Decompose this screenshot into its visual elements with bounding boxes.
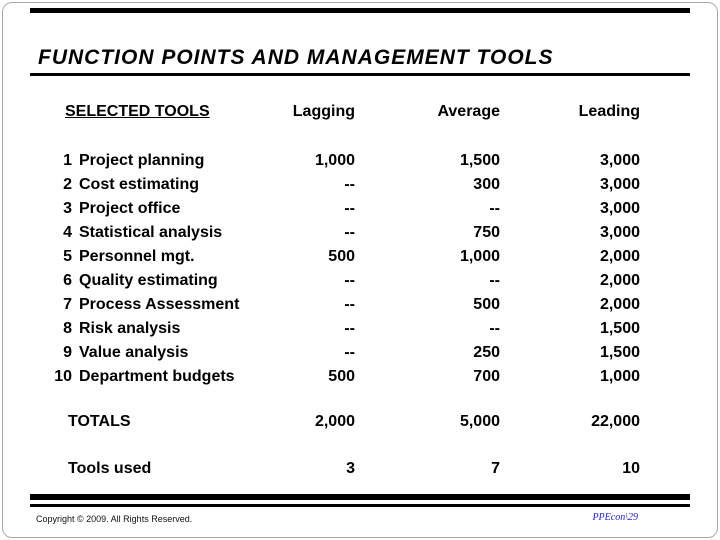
row-tool-name: Statistical analysis (79, 224, 223, 241)
table-row (50, 149, 640, 173)
row-tool-name: Cost estimating (79, 176, 200, 193)
row-leading-value: 1,000 (599, 368, 640, 385)
row-tool-name: Value analysis (79, 344, 189, 361)
table-row (50, 197, 640, 221)
column-header-leading: Leading (578, 103, 640, 120)
row-tool (50, 272, 290, 290)
row-tool (50, 344, 290, 362)
row-tool (50, 176, 290, 194)
totals-lagging-value: 2,000 (314, 413, 355, 430)
tools-used-leading-value: 10 (622, 460, 640, 477)
row-average-value: 750 (473, 224, 500, 241)
bottom-rule-thick (30, 494, 690, 500)
row-tool (50, 152, 290, 170)
table-row (50, 269, 640, 293)
row-leading-value: 1,500 (599, 320, 640, 337)
row-tool-name: Process Assessment (79, 296, 240, 313)
tools-used-average-value: 7 (491, 460, 500, 477)
row-tool (50, 200, 290, 218)
totals-label: TOTALS (68, 413, 131, 430)
row-lagging-value: -- (344, 224, 355, 241)
row-number: 8 (63, 320, 72, 337)
row-lagging-value: -- (344, 344, 355, 361)
row-tool (50, 296, 290, 314)
row-lagging-value: -- (344, 200, 355, 217)
row-leading-value: 2,000 (599, 248, 640, 265)
row-average-value: 700 (473, 368, 500, 385)
row-number: 4 (63, 224, 72, 241)
row-average-value: 250 (473, 344, 500, 361)
totals-average-value: 5,000 (459, 413, 500, 430)
tools-used-label: Tools used (68, 460, 152, 477)
footer-slide-reference: PPEcon\29 (592, 512, 638, 523)
table-row (50, 341, 640, 365)
row-number: 9 (63, 344, 72, 361)
table-row (50, 365, 640, 389)
row-tool-name: Risk analysis (79, 320, 181, 337)
row-number: 2 (63, 176, 72, 193)
page-title: FUNCTION POINTS AND MANAGEMENT TOOLS (38, 46, 554, 69)
bottom-rule-thin (30, 504, 690, 507)
row-average-value: 500 (473, 296, 500, 313)
title-underline-rule (30, 73, 690, 76)
totals-row (50, 413, 640, 431)
row-tool (50, 368, 290, 386)
row-tool-name: Department budgets (79, 368, 235, 385)
row-leading-value: 2,000 (599, 272, 640, 289)
row-tool-name: Personnel mgt. (79, 248, 195, 265)
row-leading-value: 3,000 (599, 152, 640, 169)
top-rule (30, 8, 690, 13)
row-lagging-value: 1,000 (314, 152, 355, 169)
row-lagging-value: 500 (328, 368, 355, 385)
row-average-value: 1,500 (459, 152, 500, 169)
table-row (50, 293, 640, 317)
row-tool-name: Quality estimating (79, 272, 218, 289)
row-number: 5 (63, 248, 72, 265)
row-tool-name: Project planning (79, 152, 205, 169)
row-leading-value: 3,000 (599, 200, 640, 217)
row-lagging-value: -- (344, 176, 355, 193)
tools-used-row (50, 460, 640, 478)
totals-leading-value: 22,000 (591, 413, 640, 430)
row-average-value: 1,000 (459, 248, 500, 265)
row-leading-value: 1,500 (599, 344, 640, 361)
table-body (50, 149, 640, 389)
table-row (50, 221, 640, 245)
row-number: 3 (63, 200, 72, 217)
tools-used-lagging-value: 3 (346, 460, 355, 477)
row-number: 1 (63, 152, 72, 169)
table-row (50, 245, 640, 269)
row-number: 6 (63, 272, 72, 289)
row-number: 10 (54, 368, 72, 385)
row-average-value: -- (489, 320, 500, 337)
column-header-selected-tools: SELECTED TOOLS (65, 103, 210, 120)
table-row (50, 173, 640, 197)
row-tool (50, 224, 290, 242)
footer-copyright: Copyright © 2009. All Rights Reserved. (36, 514, 193, 524)
row-leading-value: 3,000 (599, 176, 640, 193)
table-header-row (50, 103, 640, 121)
row-lagging-value: 500 (328, 248, 355, 265)
row-average-value: -- (489, 200, 500, 217)
row-lagging-value: -- (344, 272, 355, 289)
row-tool (50, 248, 290, 266)
row-lagging-value: -- (344, 320, 355, 337)
row-tool (50, 320, 290, 338)
row-average-value: 300 (473, 176, 500, 193)
row-leading-value: 2,000 (599, 296, 640, 313)
row-leading-value: 3,000 (599, 224, 640, 241)
column-header-lagging: Lagging (292, 103, 355, 120)
row-lagging-value: -- (344, 296, 355, 313)
row-number: 7 (63, 296, 72, 313)
table-row (50, 317, 640, 341)
column-header-average: Average (437, 103, 500, 120)
row-average-value: -- (489, 272, 500, 289)
row-tool-name: Project office (79, 200, 181, 217)
